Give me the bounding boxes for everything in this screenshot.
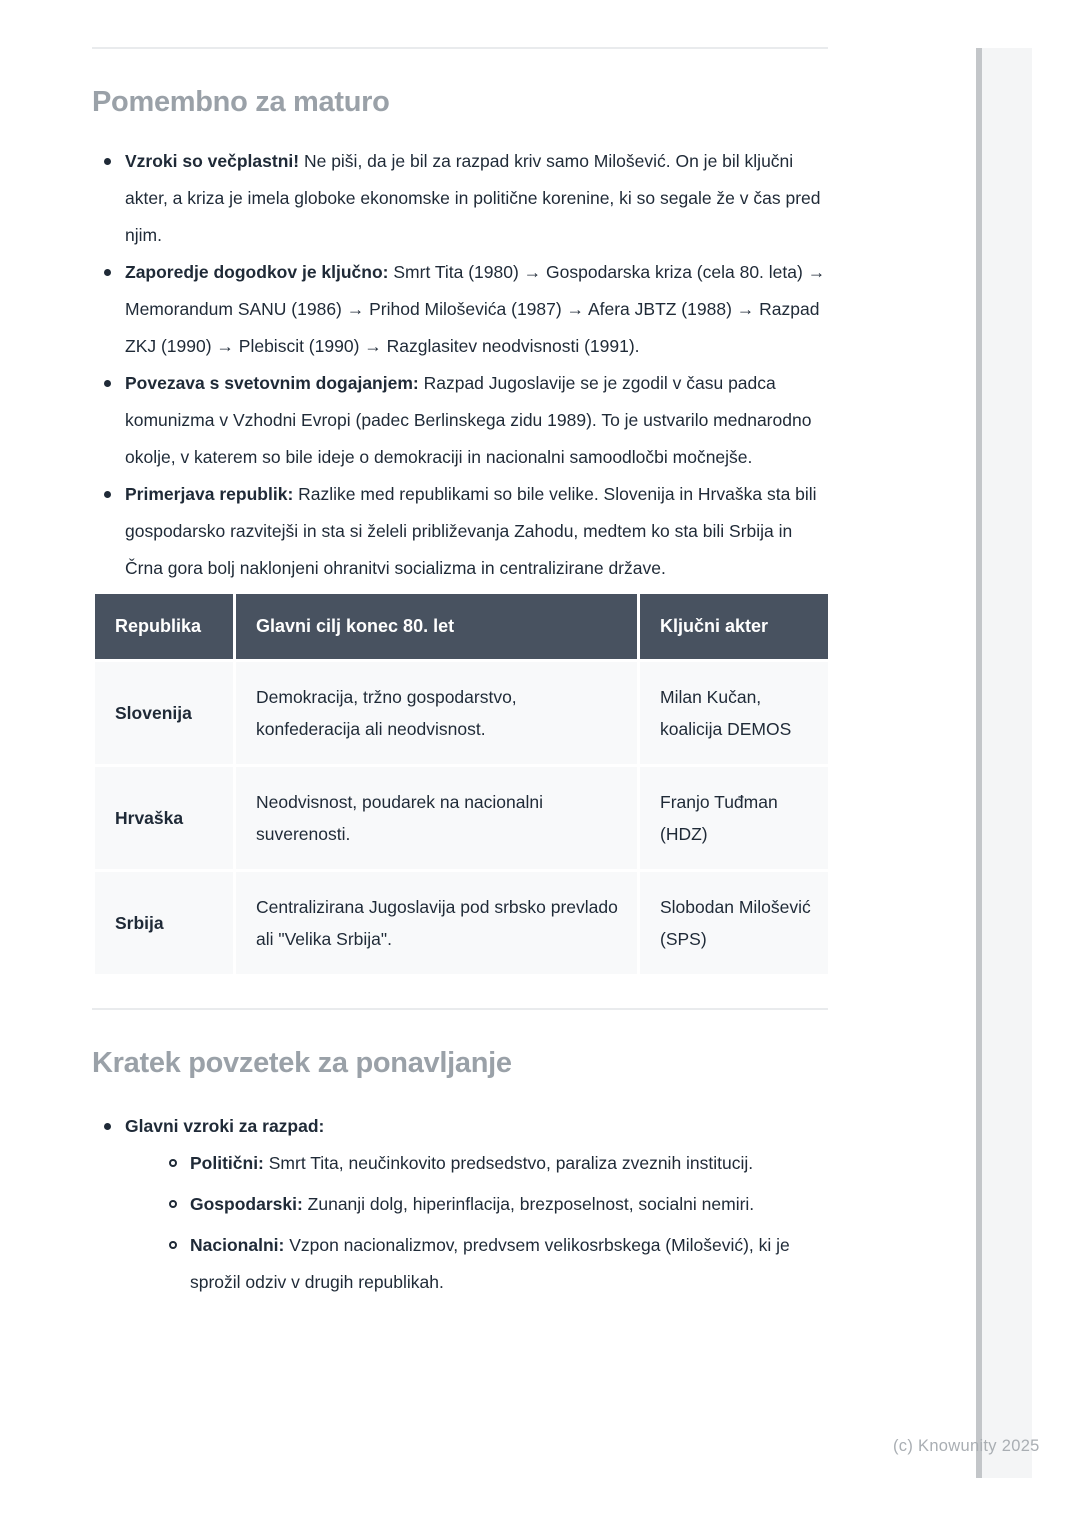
sub-bullet-marker — [169, 1200, 177, 1208]
republics-table — [92, 591, 831, 977]
table-row — [94, 766, 830, 871]
list-item — [92, 365, 828, 476]
table-header-republika: Republika — [94, 593, 235, 661]
table-header-row — [94, 593, 830, 661]
table-header-kljucni-akter: Ključni akter — [639, 593, 830, 661]
sub-bullet-lead: Politični: — [190, 1153, 264, 1173]
cell-republic: Srbija — [94, 871, 235, 976]
section-divider — [92, 1008, 828, 1010]
bullet-lead: Vzroki so večplastni! — [125, 151, 300, 171]
sub-list-item — [157, 1186, 828, 1223]
document-content — [92, 0, 828, 1305]
cell-actor: Milan Kučan, koalicija DEMOS — [639, 661, 830, 766]
bullet-marker — [104, 269, 111, 276]
section2-title: Kratek povzetek za ponavljanje — [92, 1047, 512, 1079]
sub-list-item — [157, 1145, 828, 1182]
bullet-text: Smrt Tita (1980) → Gospodarska kriza (cela 80. leta) → Memorandum SANU (1986) → Prihod Miloševića (1987) → Afera JBTZ (1988) → Razpad ZKJ (1990) → Plebiscit (1990) → Razglasitev neodvisnosti (1991). — [125, 262, 826, 356]
bullet-lead: Povezava s svetovnim dogajanjem: — [125, 373, 419, 393]
sub-bullet-lead: Nacionalni: — [190, 1235, 285, 1255]
sub-bullet-text: Smrt Tita, neučinkovito predsedstvo, paraliza zveznih institucij. — [263, 1153, 754, 1173]
list-item — [92, 254, 828, 365]
cell-goal: Neodvisnost, poudarek na nacionalni suverenosti. — [235, 766, 639, 871]
cell-actor: Franjo Tuđman (HDZ) — [639, 766, 830, 871]
section1-title: Pomembno za maturo — [92, 86, 390, 118]
bullet-marker — [104, 158, 111, 165]
bullet-lead: Zaporedje dogodkov je ključno: — [125, 262, 389, 282]
cell-republic: Slovenija — [94, 661, 235, 766]
scrollbar-track[interactable] — [976, 48, 1032, 1478]
table-row — [94, 661, 830, 766]
table-row — [94, 871, 830, 976]
bullet-text: Ne piši, da je bil za razpad kriv samo Milošević. On je bil ključni akter, a kriza je imela globoke ekonomske in politične korenine, ki so segale že v čas pred njim. — [125, 151, 821, 245]
section2-bullet-list — [92, 1108, 828, 1301]
bullet-text: Razlike med republikami so bile velike. Slovenija in Hrvaška sta bili gospodarsko razvitejši in sta si želeli približevanja Zahodu, medtem ko sta bili Srbija in Črna gora bolj naklonjeni ohranitvi socializma in centralizirane države. — [125, 484, 817, 578]
watermark: (c) Knowunity 2025 — [893, 1437, 1040, 1455]
sub-bullet-text: Zunanji dolg, hiperinflacija, brezposelnost, socialni nemiri. — [302, 1194, 755, 1214]
list-item — [92, 476, 828, 587]
sub-bullet-list — [125, 1145, 828, 1301]
sub-bullet-marker — [169, 1241, 177, 1249]
cell-actor: Slobodan Milošević (SPS) — [639, 871, 830, 976]
scrollbar-thumb[interactable] — [976, 48, 982, 1478]
bullet-lead: Glavni vzroki za razpad: — [125, 1116, 325, 1136]
bullet-marker — [104, 380, 111, 387]
sub-bullet-lead: Gospodarski: — [190, 1194, 303, 1214]
sub-bullet-text: Vzpon nacionalizmov, predvsem velikosrbskega (Milošević), ki je sprožil odziv v drugih republikah. — [190, 1235, 790, 1292]
bullet-marker — [104, 491, 111, 498]
top-divider — [92, 47, 828, 49]
bullet-marker — [104, 1123, 111, 1130]
list-item — [92, 1108, 828, 1301]
bullet-lead: Primerjava republik: — [125, 484, 294, 504]
cell-goal: Centralizirana Jugoslavija pod srbsko prevlado ali "Velika Srbija". — [235, 871, 639, 976]
list-item — [92, 143, 828, 254]
section1-bullet-list — [92, 143, 828, 587]
cell-republic: Hrvaška — [94, 766, 235, 871]
table-header-glavni-cilj: Glavni cilj konec 80. let — [235, 593, 639, 661]
cell-goal: Demokracija, tržno gospodarstvo, konfederacija ali neodvisnost. — [235, 661, 639, 766]
bullet-text: Razpad Jugoslavije se je zgodil v času padca komunizma v Vzhodni Evropi (padec Berlinskega zidu 1989). To je ustvarilo mednarodno okolje, v katerem so bile ideje o demokraciji in nacionalni samoodločbi močnejše. — [125, 373, 812, 467]
sub-bullet-marker — [169, 1159, 177, 1167]
sub-list-item — [157, 1227, 828, 1301]
